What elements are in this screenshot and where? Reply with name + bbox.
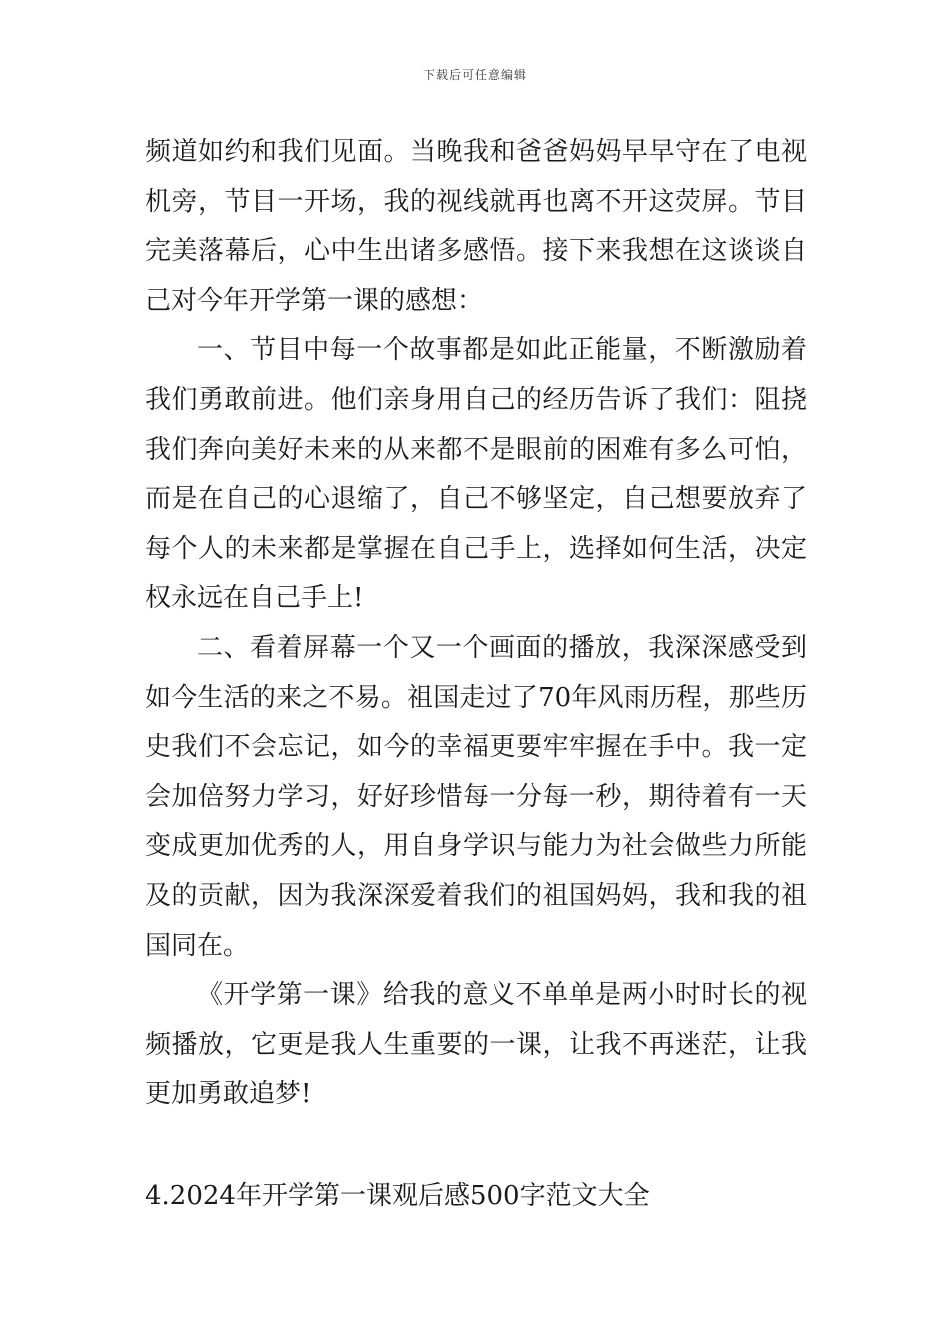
paragraph-point-two: 二、看着屏幕一个又一个画面的播放，我深深感受到如今生活的来之不易。祖国走过了70年风雨历程，那些历史我们不会忘记，如今的幸福更要牢牢握在手中。我一定会加倍努力学习，好好珍惜每一分每一秒，期待着有一天变成更加优秀的人，用自身学识与能力为社会做些力所能及的贡献，因为我深深爱着我们的祖国妈妈，我和我的祖国同在。 xyxy=(145,632,807,961)
paragraph-intro: 频道如约和我们见面。当晚我和爸爸妈妈早早守在了电视机旁，节目一开场，我的视线就再也离不开这荧屏。节目完美落幕后，心中生出诸多感悟。接下来我想在这谈谈自己对今年开学第一课的感想： xyxy=(145,137,807,316)
page-header: 下载后可任意编辑 xyxy=(422,68,527,82)
section-title: 4.2024年开学第一课观后感500字范文大全 xyxy=(145,1181,650,1211)
paragraph-point-one: 一、节目中每一个故事都是如此正能量，不断激励着我们勇敢前进。他们亲身用自己的经历告诉了我们：阻挠我们奔向美好未来的从来都不是眼前的困难有多么可怕，而是在自己的心退缩了，自己不够坚定，自己想要放弃了每个人的未来都是掌握在自己手上，选择如何生活，决定权永远在自己手上! xyxy=(145,335,807,614)
paragraph-conclusion: 《开学第一课》给我的意义不单单是两小时时长的视频播放，它更是我人生重要的一课，让我不再迷茫，让我更加勇敢追梦! xyxy=(145,980,807,1110)
document-body xyxy=(145,128,807,1120)
